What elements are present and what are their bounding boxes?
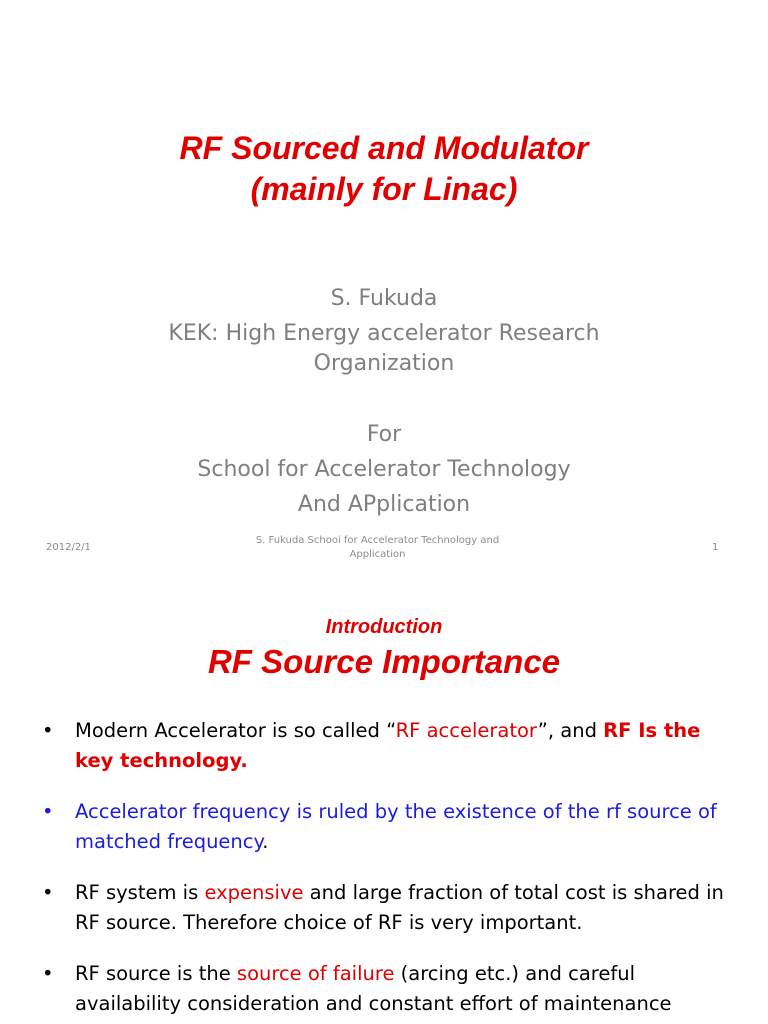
school-line-1: School for Accelerator Technology bbox=[197, 457, 571, 482]
bullet-highlight: source of failure bbox=[236, 962, 395, 985]
bullet-text: Modern Accelerator is so called “ bbox=[75, 719, 396, 742]
bullet-emphasis: RF Is the key technology. bbox=[75, 719, 701, 772]
footer-page-number: 1 bbox=[712, 542, 719, 553]
bullet-text: RF system is bbox=[75, 881, 205, 904]
bullet-text: . bbox=[262, 830, 269, 853]
school-line-2: And APplication bbox=[297, 492, 471, 517]
bullet-item bbox=[40, 878, 745, 938]
slide-2 bbox=[0, 576, 768, 1024]
bullet-item bbox=[40, 797, 745, 857]
bullet-dot: • bbox=[42, 962, 54, 985]
bullet-highlight: Accelerator frequency is ruled by the existence of the rf source of matched frequency bbox=[75, 800, 717, 853]
bullet-item bbox=[40, 959, 745, 1019]
intro-label: Introduction bbox=[325, 616, 443, 638]
bullet-item bbox=[40, 716, 745, 776]
author-name: S. Fukuda bbox=[330, 286, 438, 311]
slide-title-line-2: (mainly for Linac) bbox=[250, 171, 518, 207]
bullet-highlight: expensive bbox=[204, 881, 304, 904]
bullet-text: (arcing etc.) and careful availability consideration and constant effort of maintenance bbox=[75, 962, 672, 1015]
bullet-dot: • bbox=[42, 800, 54, 823]
footer-center bbox=[230, 534, 525, 562]
slide-title-line-1: RF Sourced and Modulator bbox=[179, 130, 589, 166]
footer-center-line-1: S. Fukuda Schooi for Accelerator Technology and bbox=[255, 535, 500, 546]
bullet-text: RF source is the bbox=[75, 962, 237, 985]
slide-heading: RF Source Importance bbox=[207, 643, 561, 680]
bullet-text: ”, and bbox=[537, 719, 604, 742]
bullet-dot: • bbox=[42, 719, 54, 742]
bullet-list bbox=[40, 716, 745, 1024]
bullet-dot: • bbox=[42, 881, 54, 904]
footer-center-line-2: Application bbox=[349, 549, 406, 560]
affiliation-line-1: KEK: High Energy accelerator Research bbox=[168, 321, 600, 346]
bullet-highlight: RF accelerator bbox=[395, 719, 538, 742]
affiliation-line-2: Organization bbox=[313, 351, 455, 376]
for-label: For bbox=[366, 422, 402, 447]
bullet-text: and large fraction of total cost is shared in RF source. Therefore choice of RF is very important. bbox=[75, 881, 724, 934]
footer-date: 2012/2/1 bbox=[46, 542, 91, 553]
